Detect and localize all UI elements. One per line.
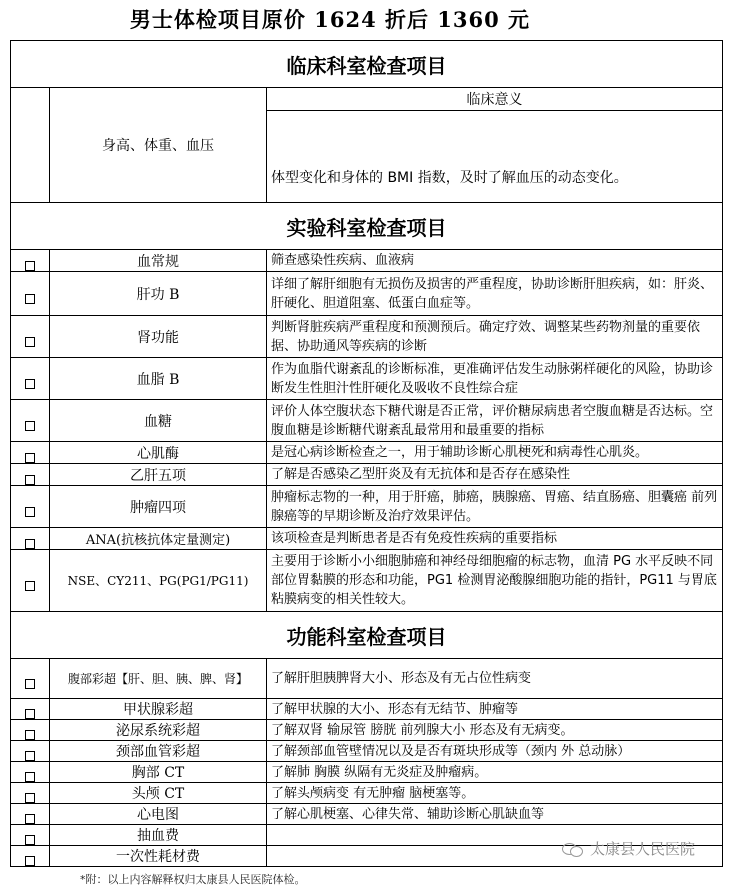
clinical-significance-header: 临床意义 xyxy=(267,88,723,111)
func-item-name: 一次性耗材费 xyxy=(50,846,267,867)
func-item-desc: 了解肺 胸膜 纵隔有无炎症及肿瘤病。 xyxy=(267,762,723,783)
wechat-icon xyxy=(562,841,584,857)
checkbox[interactable] xyxy=(25,539,35,549)
lab-item-desc: 作为血脂代谢紊乱的诊断标准，更准确评估发生动脉粥样硬化的风险，协助诊断发生性胆汁性肝硬化及吸收不良性综合症 xyxy=(267,358,723,400)
checkbox-cell xyxy=(11,741,50,762)
func-item-name: 颈部血管彩超 xyxy=(50,741,267,762)
section-lab-title: 实验科室检查项目 xyxy=(11,203,723,250)
lab-item-name: 肝功 B xyxy=(50,272,267,316)
lab-item-desc: 是冠心病诊断检查之一，用于辅助诊断心肌梗死和病毒性心肌炎。 xyxy=(267,442,723,464)
func-item-desc: 了解双肾 输尿管 膀胱 前列腺大小 形态及有无病变。 xyxy=(267,720,723,741)
lab-row xyxy=(11,550,723,612)
func-item-name: 抽血费 xyxy=(50,825,267,846)
checkbox[interactable] xyxy=(25,421,35,431)
checkbox-cell xyxy=(11,486,50,528)
section-func-title: 功能科室检查项目 xyxy=(11,612,723,659)
func-item-name: 胸部 CT xyxy=(50,762,267,783)
func-row xyxy=(11,659,723,699)
section-clinical-header xyxy=(11,41,723,88)
watermark-text: 太康县人民医院 xyxy=(590,840,696,858)
checkbox-cell xyxy=(11,804,50,825)
func-item-desc: 了解肝胆胰脾肾大小、形态及有无占位性病变 xyxy=(267,659,723,699)
lab-item-name: ANA(抗核抗体定量测定) xyxy=(50,528,267,550)
checkbox-cell xyxy=(11,272,50,316)
checkbox-cell xyxy=(11,659,50,699)
func-item-name: 头颅 CT xyxy=(50,783,267,804)
lab-row xyxy=(11,486,723,528)
section-clinical-title: 临床科室检查项目 xyxy=(11,41,723,88)
lab-row xyxy=(11,316,723,358)
lab-row xyxy=(11,528,723,550)
func-item-name: 甲状腺彩超 xyxy=(50,699,267,720)
lab-item-name: 血脂 B xyxy=(50,358,267,400)
checkbox-cell xyxy=(11,316,50,358)
checkbox[interactable] xyxy=(25,337,35,347)
checkup-table xyxy=(10,40,723,867)
lab-row xyxy=(11,400,723,442)
page-title: 男士体检项目原价 1624 折后 1360 元 xyxy=(129,7,531,32)
checkbox[interactable] xyxy=(25,679,35,689)
func-row xyxy=(11,804,723,825)
lab-item-desc: 肿瘤标志物的一种，用于肝癌，肺癌，胰腺癌、胃癌、结直肠癌、胆囊癌 前列腺癌等的早期诊断及治疗效果评估。 xyxy=(267,486,723,528)
checkbox[interactable] xyxy=(25,835,35,845)
checkbox[interactable] xyxy=(25,294,35,304)
func-row xyxy=(11,699,723,720)
lab-item-name: 心肌酶 xyxy=(50,442,267,464)
checkbox[interactable] xyxy=(25,261,35,271)
checkbox-cell xyxy=(11,783,50,804)
checkbox-cell xyxy=(11,442,50,464)
checkbox-cell xyxy=(11,358,50,400)
func-item-desc: 了解心肌梗塞、心律失常、辅助诊断心肌缺血等 xyxy=(267,804,723,825)
checkbox-cell xyxy=(11,464,50,486)
checkbox[interactable] xyxy=(25,814,35,824)
lab-item-desc: 判断肾脏疾病严重程度和预测预后。确定疗效、调整某些药物剂量的重要依据、协助通风等疾病的诊断 xyxy=(267,316,723,358)
lab-item-desc: 评价人体空腹状态下糖代谢是否正常，评价糖尿病患者空腹血糖是否达标。空腹血糖是诊断糖代谢紊乱最常用和最重要的指标 xyxy=(267,400,723,442)
checkbox[interactable] xyxy=(25,772,35,782)
checkbox-cell xyxy=(11,699,50,720)
func-row xyxy=(11,720,723,741)
checkbox[interactable] xyxy=(25,507,35,517)
checkbox-cell xyxy=(11,762,50,783)
clinical-item-name: 身高、体重、血压 xyxy=(50,88,267,203)
lab-item-desc: 该项检查是判断患者是否有免疫性疾病的重要指标 xyxy=(267,528,723,550)
lab-item-desc: 详细了解肝细胞有无损伤及损害的严重程度，协助诊断肝胆疾病，如：肝炎、肝硬化、胆道阻塞、低蛋白血症等。 xyxy=(267,272,723,316)
checkbox-cell xyxy=(11,846,50,867)
lab-item-desc: 筛查感染性疾病、血液病 xyxy=(267,250,723,272)
checkbox-cell xyxy=(11,720,50,741)
lab-item-desc: 了解是否感染乙型肝炎及有无抗体和是否存在感染性 xyxy=(267,464,723,486)
lab-row xyxy=(11,464,723,486)
lab-item-name: 血糖 xyxy=(50,400,267,442)
func-item-name: 泌尿系统彩超 xyxy=(50,720,267,741)
lab-row xyxy=(11,272,723,316)
func-item-desc: 了解颈部血管壁情况以及是否有斑块形成等（颈内 外 总动脉） xyxy=(267,741,723,762)
section-func-header xyxy=(11,612,723,659)
checkbox-cell xyxy=(11,550,50,612)
checkbox[interactable] xyxy=(25,379,35,389)
checkbox[interactable] xyxy=(25,453,35,463)
func-item-name: 心电图 xyxy=(50,804,267,825)
clinical-empty-cell xyxy=(11,88,50,203)
lab-item-name: 肿瘤四项 xyxy=(50,486,267,528)
checkbox[interactable] xyxy=(25,751,35,761)
lab-item-name: 乙肝五项 xyxy=(50,464,267,486)
watermark xyxy=(562,838,695,859)
checkbox[interactable] xyxy=(25,856,35,866)
lab-item-name: 血常规 xyxy=(50,250,267,272)
func-item-desc: 了解甲状腺的大小、形态有无结节、肿瘤等 xyxy=(267,699,723,720)
lab-row xyxy=(11,250,723,272)
checkbox[interactable] xyxy=(25,581,35,591)
clinical-item-desc: 体型变化和身体的 BMI 指数，及时了解血压的动态变化。 xyxy=(267,111,723,203)
lab-row xyxy=(11,358,723,400)
checkbox-cell xyxy=(11,528,50,550)
lab-item-name: NSE、CY211、PG(PG1/PG11) xyxy=(50,550,267,612)
clinical-row xyxy=(11,88,723,111)
footnote: *附：以上内容解释权归太康县人民医院体检。 xyxy=(80,873,306,886)
checkbox-cell xyxy=(11,400,50,442)
checkbox[interactable] xyxy=(25,709,35,719)
func-item-desc: 了解头颅病变 有无肿瘤 脑梗塞等。 xyxy=(267,783,723,804)
lab-item-name: 肾功能 xyxy=(50,316,267,358)
func-item-name: 腹部彩超【肝、胆、胰、脾、肾】 xyxy=(50,659,267,699)
func-row xyxy=(11,741,723,762)
checkbox-cell xyxy=(11,825,50,846)
lab-row xyxy=(11,442,723,464)
func-row xyxy=(11,783,723,804)
section-lab-header xyxy=(11,203,723,250)
checkbox[interactable] xyxy=(25,730,35,740)
lab-item-desc: 主要用于诊断小小细胞肺癌和神经母细胞瘤的标志物，血清 PG 水平反映不同部位胃黏膜的形态和功能，PG1 检测胃泌酸腺细胞功能的指针，PG11 与胃底粘膜病变的相关性较大。 xyxy=(267,550,723,612)
checkbox-cell xyxy=(11,250,50,272)
checkbox[interactable] xyxy=(25,475,35,485)
func-row xyxy=(11,762,723,783)
checkbox[interactable] xyxy=(25,793,35,803)
